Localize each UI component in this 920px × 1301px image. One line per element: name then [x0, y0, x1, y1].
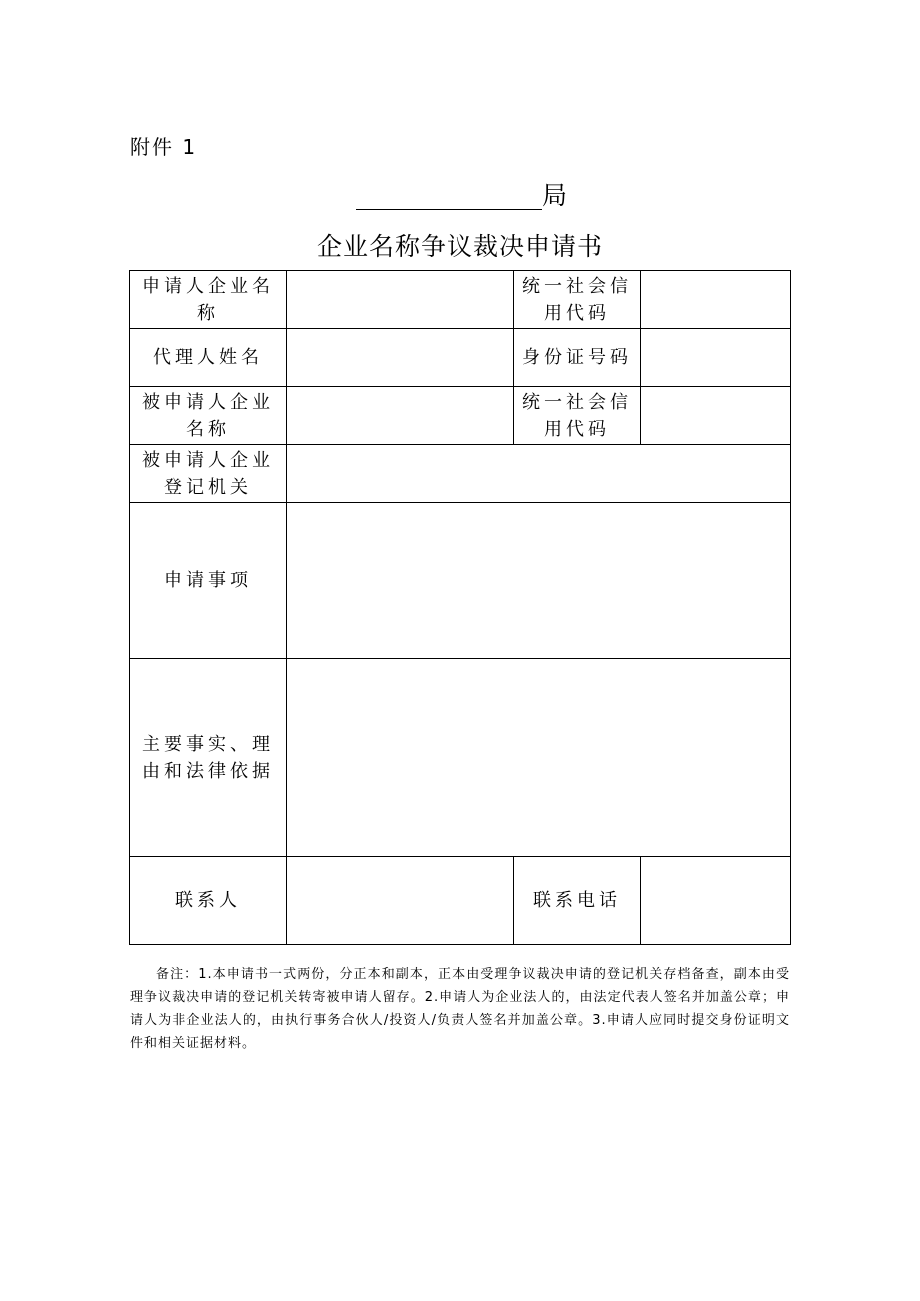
facts-label: 主要事实、理由和法律依据	[130, 659, 287, 857]
bureau-name-blank[interactable]	[356, 183, 542, 210]
respondent-name-field[interactable]	[287, 387, 514, 445]
credit-code-field-2[interactable]	[641, 387, 791, 445]
bureau-suffix: 局	[542, 181, 568, 210]
contact-field[interactable]	[287, 857, 514, 945]
facts-field[interactable]	[287, 659, 791, 857]
phone-label: 联系电话	[514, 857, 641, 945]
agent-name-label: 代理人姓名	[130, 329, 287, 387]
credit-code-label-2: 统一社会信用代码	[514, 387, 641, 445]
application-items-label: 申请事项	[130, 503, 287, 659]
credit-code-field-1[interactable]	[641, 271, 791, 329]
applicant-name-label: 申请人企业名称	[130, 271, 287, 329]
contact-label: 联系人	[130, 857, 287, 945]
application-items-field[interactable]	[287, 503, 791, 659]
respondent-name-label: 被申请人企业名称	[130, 387, 287, 445]
respondent-registry-field[interactable]	[287, 445, 791, 503]
agent-name-field[interactable]	[287, 329, 514, 387]
applicant-name-field[interactable]	[287, 271, 514, 329]
page-title: 企业名称争议裁决申请书	[316, 232, 603, 261]
application-form-table	[129, 270, 791, 945]
phone-field[interactable]	[641, 857, 791, 945]
id-number-field[interactable]	[641, 329, 791, 387]
credit-code-label-1: 统一社会信用代码	[514, 271, 641, 329]
notes-text: 备注：1.本申请书一式两份，分正本和副本，正本由受理争议裁决申请的登记机关存档备查，副本由受理争议裁决申请的登记机关转寄被申请人留存。2.申请人为企业法人的，由法定代表人签名并加盖公章；申请人为非企业法人的，由执行事务合伙人/投资人/负责人签名并加盖公章。3.申请人应同时提交身份证明文件和相关证据材料。	[130, 967, 790, 1051]
attachment-label: 附件 1	[130, 135, 198, 159]
respondent-registry-label: 被申请人企业登记机关	[130, 445, 287, 503]
id-number-label: 身份证号码	[514, 329, 641, 387]
